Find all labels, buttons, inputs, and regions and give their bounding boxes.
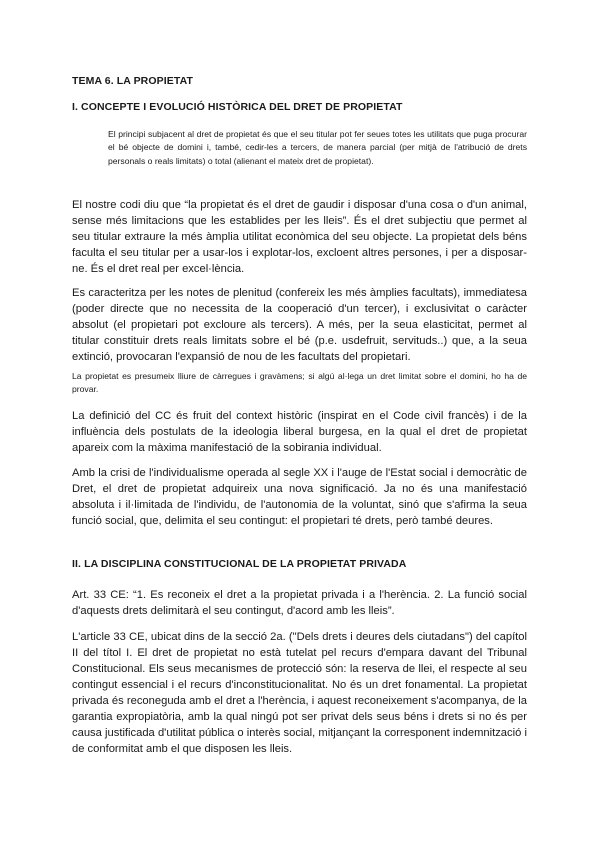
paragraph-social-function: Amb la crisi de l'individualisme operada al segle XX i l'auge de l'Estat social i democràtic de Dret, el dret de propietat adquireix una nova significació. Ja no és una manifestació absoluta i il·limitada de l'individu, de l'autonomia de la voluntat, sinó que s'afirma la seua funció social, que, delimita el seu contingut: el propietari té drets, però també deures.	[72, 467, 527, 527]
paragraph-definition: El nostre codi diu que “la propietat és el dret de gaudir i disposar d'una cosa o d'un animal, sense més limitacions que les establides per les lleis”. És el dret subjectiu que permet al seu titular extraure la més àmplia utilitat econòmica del seu objecte. La propietat dels béns faculta el seu titular per a usar-los i explotar-los, excloent altres persones, i per a disposar-ne. És el dret real per excel·lència.	[72, 199, 527, 275]
section-heading-2: II. LA DISCIPLINA CONSTITUCIONAL DE LA PROPIETAT PRIVADA	[72, 558, 407, 570]
quote-paragraph: El principi subjacent al dret de propietat és que el seu titular pot fer seues totes les utilitats que puga procurar el bé objecte de domini i, també, cedir-les a tercers, de manera parcial (per mitjà de l'atribució de drets personals o reals limitats) o total (alienant el mateix dret de propietat).	[108, 129, 527, 166]
paragraph-characteristics: Es caracteritza per les notes de plenitud (confereix les més àmplies facultats), immediatesa (poder directe que no necessita de la cooperació d'un tercer), i exclusivitat o caràcter absolut (el propietari pot excloure als tercers). A més, per la seua elasticitat, permet al titular constituir drets reals limitats sobre el bé (p.e. usdefruit, servituds..) que, a la seua extinció, provocaran l'expansió de nou de les facultats del propietari.	[72, 287, 527, 363]
paragraph-article-33: Art. 33 CE: “1. Es reconeix el dret a la propietat privada i a l'herència. 2. La funció social d'aquests drets delimitarà el seu contingut, d'acord amb les lleis”.	[72, 589, 527, 617]
section-heading-1: I. CONCEPTE I EVOLUCIÓ HISTÒRICA DEL DRET DE PROPIETAT	[72, 101, 403, 113]
paragraph-constitutional-protection: L'article 33 CE, ubicat dins de la secció 2a. ("Dels drets i deures dels ciutadans") del capítol II del títol I. El dret de propietat no està tutelat pel recurs d'empara davant del Tribunal Constitucional. Els seus mecanismes de protecció són: la reserva de llei, el respecte al seu contingut essencial i el recurs d'inconstitucionalitat. No és un dret fonamental. La propietat privada és reconeguda amb el dret a l'herència, i aquest reconeixement s'acompanya, de la garantia expropiatòria, amb la qual ningú pot ser privat dels seus béns i drets si no és per causa justificada d'utilitat pública o interès social, mitjançant la corresponent indemnització i de conformitat amb el que disposen les lleis.	[72, 631, 527, 755]
document-title: TEMA 6. LA PROPIETAT	[72, 75, 194, 87]
paragraph-historical-context: La definició del CC és fruit del context històric (inspirat en el Code civil francès) i de la influència dels postulats de la ideologia liberal burgesa, en la qual el dret de propietat apareix com la màxima manifestació de la sobirania individual.	[72, 410, 527, 454]
note-paragraph: La propietat es presumeix lliure de càrregues i gravàmens; si algú al·lega un dret limitat sobre el domini, ho ha de provar.	[72, 371, 527, 395]
